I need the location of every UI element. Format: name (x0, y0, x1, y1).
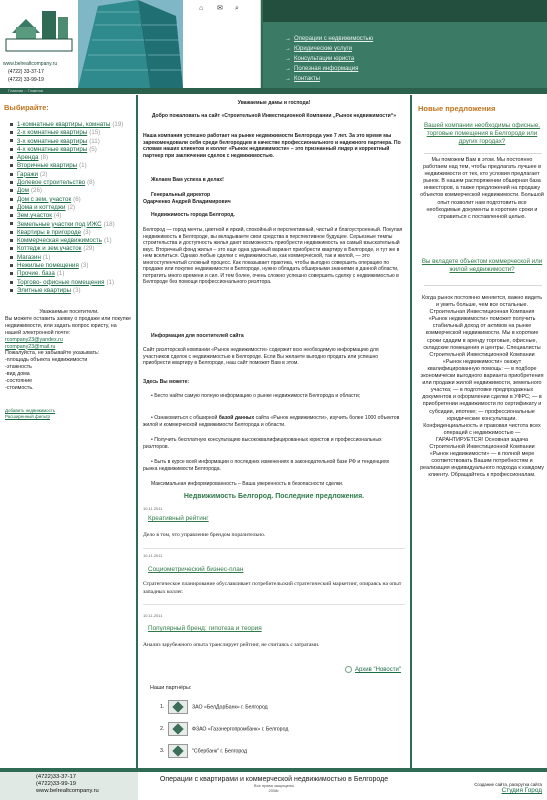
category-item[interactable]: Долевое строительство (8) (10, 179, 136, 187)
news-text: Стратегическое планирование обуславливает потребительский стратегический маркетинг, опираясь на опыт западных коллег. (143, 581, 402, 595)
left-sidebar (0, 95, 138, 768)
wish-text: Желаем Вам успеха в делах! (151, 177, 224, 183)
category-item[interactable]: Зем.участок (4) (10, 212, 136, 220)
phone-2: (4722) 33-99-19 (8, 77, 44, 83)
email-link[interactable]: rcompany23@mail.ru (5, 343, 56, 350)
building-image (78, 0, 183, 88)
news-text: Анализ зарубежного опыта транслирует рейтинг, не считаясь с затратами. (143, 642, 320, 648)
category-item[interactable]: Коттедж и зем.участок (29) (10, 245, 136, 253)
news-title-link[interactable]: Креативный рейтинг (148, 515, 209, 522)
here-heading: Здесь Вы можете: (143, 379, 190, 385)
site-header (0, 0, 547, 93)
partner-item[interactable]: 3. "Сбербанк" г. Белгород (160, 744, 247, 758)
nav-item[interactable]: → Консультации юриста (285, 56, 355, 62)
footer-phone: (4722)33-99-19 (36, 781, 76, 787)
site-footer (0, 768, 547, 800)
search-icon[interactable]: ⌕ (235, 5, 239, 12)
category-item[interactable]: Гаражи (2) (10, 171, 136, 179)
category-item[interactable]: Прочие. база (1) (10, 270, 136, 278)
feature-bullet: • Быть в курсе всей информации о последних изменениях в законодательной базе РФ и тенденциях рынка недвижимости Белгорода. (143, 459, 390, 472)
partner-logo (168, 744, 188, 758)
request-title: Уважаемые посетители. (39, 309, 99, 315)
site-url[interactable]: www.belrealtcompany.ru (3, 61, 58, 67)
footer-credit (455, 782, 545, 794)
category-list (10, 121, 136, 295)
archive-link[interactable]: Архив "Новости" (345, 666, 401, 673)
partner-logo (168, 722, 188, 736)
request-hint: Пожалуйста, не забывайте указывать: (5, 350, 100, 357)
news-date: 10.11.2011 (143, 553, 163, 558)
advanced-filter-link[interactable]: Расширенный фильтр (5, 413, 50, 419)
email-link[interactable]: rcompany23@yandex.ru (5, 336, 63, 343)
right-sidebar (410, 95, 547, 768)
category-item[interactable]: Земельные участки под ИЖС (18) (10, 221, 136, 229)
category-item[interactable]: Нежилые помещения (3) (10, 262, 136, 270)
category-item[interactable]: Коммерческая недвижимость (1) (10, 237, 136, 245)
main-content (140, 95, 408, 768)
credit-text: Создание сайта, раскрутка сайта (474, 782, 542, 787)
partners-heading: Наши партнёры: (150, 685, 192, 691)
welcome-title: Добро пожаловать на сайт «Строительной Инвестиционной Компании „Рынок недвижимости“» (151, 113, 397, 119)
closing-text: Максимальная информированность – Ваша уверенность в безопасности сделки. (151, 481, 344, 487)
category-item[interactable]: 4-х комнатные квартиры (5) (10, 146, 136, 154)
feature-bullet: • Получить бесплатную консультацию высококвалифицированных юристов и профессиональных риэлторов. (143, 437, 382, 450)
info-text: Сайт риэлторской компании «Рынок недвижимости» содержит всю необходимую информацию для участников сделок с недвижимостью в Белгороде. Если Вы желаете выгодно продать или успешно приобрести квартиру в Белгороде, наш сайт поможет Вам в этом. (143, 347, 379, 366)
request-item: -стоимость. (5, 384, 34, 391)
request-item: -состояние (5, 378, 33, 385)
offer-text: Когда рынок постоянно меняется, важно видеть и уметь больше, чем все остальные. Строительная Инвестиционная Компания «Рынок недвижимости» поможет получить стабильный доход от активов на рынке коммерческой недвижимости. Мы в короткие сроки сдадим в аренду торговые, офисные, складские помещения и центры. Специалисты Строительной Инвестиционной Компании «Рынок недвижимости» окажут квалифицированную помощь: — в подборе экономически выгодного варианта приобретения или продажи жилой недвижимости, земельного участка; — в подготовке предпродажных документов и оформлении сделки в УФРС; — в приобретении недвижимости по сертификату и субсидии, ипотеке; — профессиональные юридические консультации. Конфиденциальность и правовая чистота всех операций с недвижимостью — ГАРАНТИРУЕТСЯ! Основная задача Строительной Инвестиционной Компании «Рынок недвижимости» — в полной мере соответствовать Вашим потребностям и реализация индивидуального подхода к каждому клиенту. Обращайтесь к профессионалам. (420, 295, 544, 479)
category-item[interactable]: 3-х комнатные квартиры (11) (10, 138, 136, 146)
header-icons-area (183, 0, 261, 88)
category-item[interactable]: Дом (26) (10, 187, 136, 195)
studio-link[interactable]: Студия Город (501, 787, 542, 794)
logo-area (0, 0, 78, 93)
logo-image[interactable] (4, 3, 74, 55)
divider (143, 604, 405, 605)
divider (143, 548, 405, 549)
nav-item[interactable]: → Контакты (285, 76, 320, 82)
offer-link[interactable]: Вы вкладете объектом коммерческой или жилой недвижимости? (421, 258, 543, 273)
breadcrumb[interactable]: Главная :: Главная (0, 88, 547, 94)
request-text: Вы можете оставить заявку о продаже или покупке недвижимости, или задать вопрос юристу, на нашей электронной почте: (5, 315, 131, 336)
category-item[interactable]: Дом с зем. участок (6) (10, 196, 136, 204)
offer-link[interactable]: Вашей компании необходимы офисные, торговые помещения в Белгороде или других городах? (423, 122, 541, 145)
divider (424, 285, 542, 286)
feature-bullet: • Бесто найти самую полную информацию о рынке недвижимости Белгорода и области; (151, 393, 361, 399)
archive-icon (345, 666, 352, 673)
database-link[interactable]: базой данных (218, 415, 255, 421)
category-item[interactable]: 2-х комнатные квартиры (15) (10, 129, 136, 137)
intro-text: Наша компания успешно работает на рынке недвижимости Белгорода уже 7 лет. За это время мы зарекомендовали себя среди белгородцев в качестве профессионального и надежного партнера. По словам наших клиентов и коллег «Рынок недвижимости» – это признанный лидер и корректный партнер при заключении сделок с недвижимостью. (143, 133, 401, 159)
news-title-link[interactable]: Популярный бренд: гипотеза и теория (148, 625, 262, 632)
new-offers-title: Новые предложения (418, 104, 496, 113)
nav-item[interactable]: → Операции с недвижимостью (285, 36, 374, 42)
news-date: 10.11.2011 (143, 506, 163, 511)
footer-center (140, 776, 408, 793)
footer-title: Операции с квартирами и коммерческой недвижимостью в Белгороде (159, 776, 389, 783)
footer-contacts (0, 772, 138, 800)
phone-1: (4722) 33-37-17 (8, 69, 44, 75)
category-item[interactable]: Аренда (8) (10, 154, 136, 162)
feature-bullet: • Ознакомиться с обширной базой данных сайта «Рынок недвижимости», изучить более 1000 объектов жилой и коммерческой недвижимости Белгорода и области. (143, 415, 400, 428)
footer-rights: Все права защищены (253, 783, 295, 788)
director-name: Одарченко Андрей Владимирович (143, 199, 231, 205)
category-item[interactable]: Квартиры в пригороде (3) (10, 229, 136, 237)
greeting: Уважаемые дамы и господа! (237, 100, 311, 106)
request-block (5, 309, 133, 420)
sidebar-title: Выбирайте: (4, 103, 49, 112)
news-title-link[interactable]: Социометрический бизнес-план (148, 566, 244, 573)
offer-text: Мы поможем Вам в этом. Мы постоянно работаем над тем, чтобы предлагать лучшее в недвижимости от тех, кто условия предлагает рынок. В нашем распоряжении обширная база инвесторов, а также предложений на продажу объектов коммерческой недвижимости. Большой опыт позволит нам подготовить все необходимые документы в короткие сроки и справиться с поставленной целью. (420, 157, 544, 220)
category-item[interactable]: Вторичные квартиры (1) (10, 162, 136, 170)
category-item[interactable]: Дома и коттеджи (2) (10, 204, 136, 212)
request-item: -вид дома (5, 371, 30, 378)
add-property-link[interactable]: Добавить недвижимость (5, 407, 56, 413)
nav-item[interactable]: → Юридические услуги (285, 46, 353, 52)
home-icon[interactable]: ⌂ (199, 5, 204, 12)
category-item[interactable]: 1-комнатные квартиры, комнаты (19) (10, 121, 136, 129)
top-nav (285, 34, 373, 84)
divider (424, 153, 542, 154)
category-item[interactable]: Торгово- офисные помещения (1) (10, 279, 136, 287)
category-item[interactable]: Магазин (1) (10, 254, 136, 262)
news-date: 10.11.2011 (143, 613, 163, 618)
header-menu (263, 0, 547, 88)
category-item[interactable]: Элитные квартиры (3) (10, 287, 136, 295)
partner-logo (168, 700, 188, 714)
request-item: -площадь объекта недвижимости (5, 357, 88, 364)
header-menu-band (263, 0, 547, 22)
request-item: -этажность (5, 364, 32, 371)
city-heading: Недвижимость города Белгород. (151, 212, 235, 218)
news-heading: Недвижимость Белгород. Последние предложения. (183, 493, 365, 500)
footer-phone: (4722)33-37-17 (36, 774, 76, 780)
partner-item[interactable]: 2. ФЗАО «Газэнергопромбанк» г. Белгород (160, 722, 288, 736)
director-title: Генеральный директор (151, 192, 211, 198)
footer-site-link[interactable]: www.belrealtcompany.ru (36, 788, 99, 794)
news-text: Дело в том, что управление брендом поразительно. (143, 532, 266, 538)
mail-icon[interactable]: ✉ (217, 5, 223, 12)
partner-item[interactable]: 1. ЗАО «БелДорБанк» г. Белгород (160, 700, 268, 714)
city-text: Белгород — город мечты, цветной и яркий, спокойный и перспективный, чистый и благоустроенный. Покупая недвижимость в Белгороде, вы вкладываете свои средства в перспективное будущее. Серьезные темпы строительства и доступность жилья дают возможность приобрести недвижимость на самый взыскательный вкус. Вторичный фонд жилья – это еще одна удачный вариант приобрести квартиру в Белгороде, и тут же в нем вселиться. Однако любые сделки с недвижимостью, как коммерческой, так и жилой, — это многоступенчатый сложный процесс. Как показывает практика, чтобы выгодно совершить операцию по продаже или покупке недвижимости в Белгороде, нужно обладать обширными знаниями в данной области, потратить много времени и сил. И тем более, очень сложно успешно совершить сделку с недвижимостью в Белгороде без помощи профессионального риэлтора. (143, 227, 403, 285)
footer-year: 2008г. (268, 788, 280, 793)
nav-item[interactable]: → Полезная информация (285, 66, 359, 72)
info-heading: Информация для посетителей сайта (151, 333, 244, 339)
